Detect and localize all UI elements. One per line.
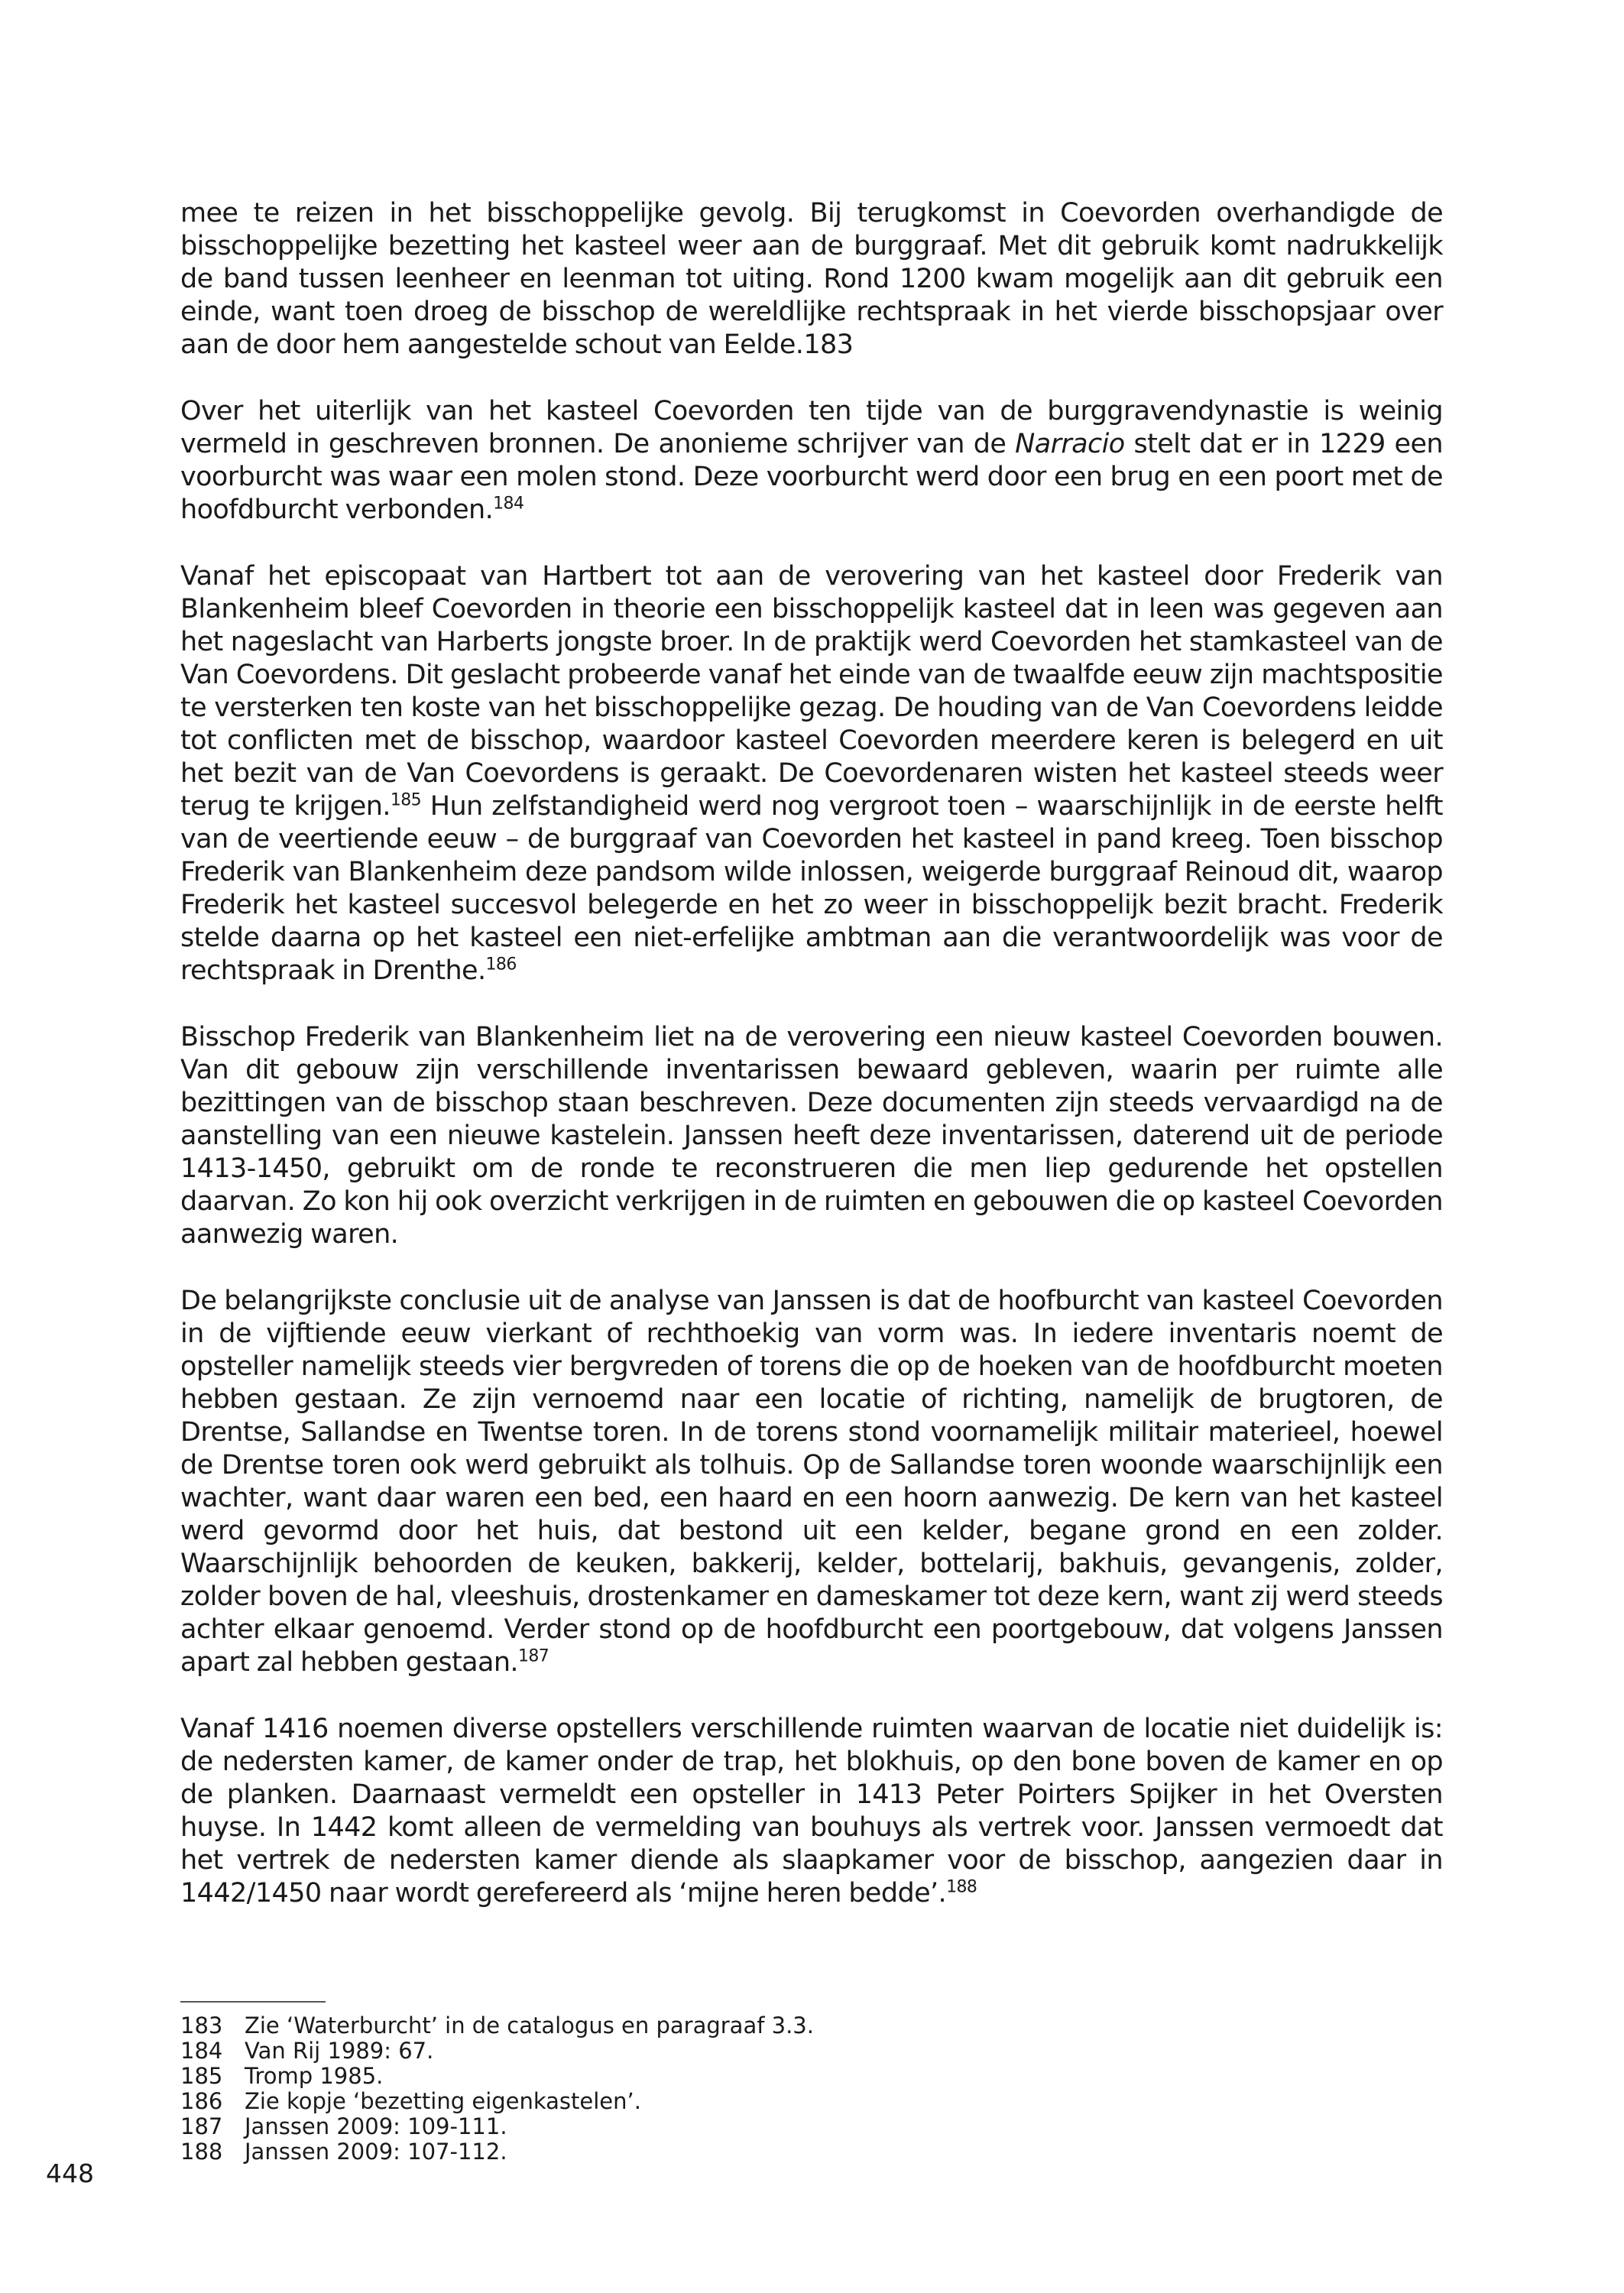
paragraph-1-text: mee te reizen in het bisschoppelijke gevolg. Bij terugkomst in Coevorden overhandigde de bisschoppelijke bezetting het kasteel weer aan de burggraaf. Met dit gebruik komt nadrukkelijk de band tussen leenheer en leenman tot uiting. Rond 1200 kwam mogelijk aan dit gebruik een einde, want toen droeg de bisschop de wereldlijke rechtspraak in het vierde bisschopsjaar over aan de door hem aangestelde schout van Eelde.183 bbox=[180, 198, 1443, 360]
footnote-ref-184[interactable]: 184 bbox=[493, 494, 524, 514]
footnote-ref-186[interactable]: 186 bbox=[485, 955, 517, 975]
paragraph-5-text: De belangrijkste conclusie uit de analyse van Janssen is dat de hoofburcht van kasteel Coevorden in de vijftiende eeuw vierkant of rechthoekig van vorm was. In iedere inventaris noemt de opsteller namelijk steeds vier bergvreden of torens die op de hoeken van de hoofdburcht moeten hebben gestaan. Ze zijn vernoemd naar een locatie of richting, namelijk de brugtoren, de Drentse, Sallandse en Twentse toren. In de torens stond voornamelijk militair materieel, hoewel de Drentse toren ook werd gebruikt als tolhuis. Op de Sallandse toren woonde waarschijnlijk een wachter, want daar waren een bed, een haard en een hoorn aanwezig. De kern van het kasteel werd gevormd door het huis, dat bestond uit een kelder, begane grond en een zolder. Waarschijnlijk behoorden de keuken, bakkerij, kelder, bottelarij, bakhuis, gevangenis, zolder, zolder boven de hal, vleeshuis, drostenkamer en dameskamer tot deze kern, want zij werd steeds achter elkaar genoemd. Verder stond op de hoofdburcht een poortgebouw, dat volgens Janssen apart zal hebben gestaan. bbox=[180, 1286, 1443, 1678]
footnote-number: 186 bbox=[180, 2088, 223, 2114]
paragraph-3-text-b: Hun zelfstandigheid werd nog vergroot toen – waarschijnlijk in de eerste helft van de veertiende eeuw – de burggraaf van Coevorden het kasteel in pand kreeg. Toen bisschop Frederik van Blankenheim deze pandsom wilde inlossen, weigerde burggraaf Reinoud dit, waarop Frederik het kasteel succesvol belegerde en het zo weer in bisschoppelijk bezit bracht. Frederik stelde daarna op het kasteel een niet-erfelijke ambtman aan die verantwoordelijk was voor de rechtspraak in Drenthe. bbox=[180, 791, 1443, 986]
paragraph-6-text: Vanaf 1416 noemen diverse opstellers verschillende ruimten waarvan de locatie niet duidelijk is: de nedersten kamer, de kamer onder de trap, het blokhuis, op den bone boven de kamer en op de planken. Daarnaast vermeldt een opsteller in 1413 Peter Poirters Spijker in het Oversten huyse. In 1442 komt alleen de vermelding van bouhuys als vertrek voor. Janssen vermoedt dat het vertrek de nedersten kamer diende als slaapkamer voor de bisschop, aangezien daar in 1442/1450 naar wordt gerefereerd als ‘mijne heren bedde’. bbox=[180, 1714, 1443, 1909]
footnote-divider bbox=[180, 2001, 326, 2003]
footnote-item bbox=[180, 2038, 1443, 2064]
paragraph-5 bbox=[180, 1285, 1443, 1679]
paragraph-2-text-a: Over het uiterlijk van het kasteel Coevorden ten tijde van de burggravendynastie is weinig vermeld in geschreven bronnen. De anonieme schrijver van de bbox=[180, 396, 1443, 459]
footnote-item bbox=[180, 2064, 1443, 2089]
footnote-text: Tromp 1985. bbox=[245, 2063, 384, 2089]
footnote-ref-185[interactable]: 185 bbox=[390, 790, 422, 810]
footnote-item bbox=[180, 2089, 1443, 2114]
footnote-ref-187[interactable]: 187 bbox=[517, 1646, 549, 1666]
footnote-item bbox=[180, 2013, 1443, 2038]
paragraph-6 bbox=[180, 1713, 1443, 1910]
footnote-text: Janssen 2009: 109-111. bbox=[245, 2113, 507, 2139]
footnote-text: Zie ‘Waterburcht’ in de catalogus en paragraaf 3.3. bbox=[245, 2012, 814, 2038]
paragraph-1 bbox=[180, 197, 1443, 362]
paragraph-3 bbox=[180, 560, 1443, 988]
paragraph-3-text-a: Vanaf het episcopaat van Hartbert tot aan de verovering van het kasteel door Frederik van Blankenheim bleef Coevorden in theorie een bisschoppelijk kasteel dat in leen was gegeven aan het nageslacht van Harberts jongste broer. In de praktijk werd Coevorden het stamkasteel van de Van Coevordens. Dit geslacht probeerde vanaf het einde van de twaalfde eeuw zijn machtspositie te versterken ten koste van het bisschoppelijke gezag. De houding van de Van Coevordens leidde tot conflicten met de bisschop, waardoor kasteel Coevorden meerdere keren is belegerd en uit het bezit van de Van Coevordens is geraakt. De Coevordenaren wisten het kasteel steeds weer terug te krijgen. bbox=[180, 561, 1443, 822]
footnote-text: Janssen 2009: 107-112. bbox=[245, 2139, 507, 2165]
footnote-number: 184 bbox=[180, 2038, 223, 2064]
footnote-item bbox=[180, 2139, 1443, 2165]
paragraph-4 bbox=[180, 1021, 1443, 1251]
footnote-ref-188[interactable]: 188 bbox=[946, 1877, 977, 1897]
paragraph-2-text-b: stelt dat er in 1229 een voorburcht was waar een molen stond. Deze voorburcht werd door een brug en een poort met de hoofdburcht verbonden. bbox=[180, 429, 1443, 525]
footnote-number: 183 bbox=[180, 2012, 223, 2038]
footnote-item bbox=[180, 2114, 1443, 2139]
paragraph-2 bbox=[180, 395, 1443, 527]
footnote-number: 185 bbox=[180, 2063, 223, 2089]
footnote-text: Van Rij 1989: 67. bbox=[245, 2038, 434, 2064]
footnote-number: 188 bbox=[180, 2139, 223, 2165]
footnotes bbox=[180, 2013, 1443, 2165]
footnote-number: 187 bbox=[180, 2113, 223, 2139]
footnote-text: Zie kopje ‘bezetting eigenkastelen’. bbox=[245, 2088, 641, 2114]
paragraph-4-text: Bisschop Frederik van Blankenheim liet na de verovering een nieuw kasteel Coevorden bouwen. Van dit gebouw zijn verschillende inventarissen bewaard gebleven, waarin per ruimte alle bezittingen van de bisschop staan beschreven. Deze documenten zijn steeds vervaardigd na de aanstelling van een nieuwe kastelein. Janssen heeft deze inventarissen, daterend uit de periode 1413-1450, gebruikt om de ronde te reconstrueren die men liep gedurende het opstellen daarvan. Zo kon hij ook overzicht verkrijgen in de ruimten en gebouwen die op kasteel Coevorden aanwezig waren. bbox=[180, 1022, 1443, 1250]
body-text bbox=[180, 197, 1443, 1910]
page-number: 448 bbox=[46, 2158, 94, 2188]
italic-title-narracio: Narracio bbox=[1015, 429, 1125, 459]
